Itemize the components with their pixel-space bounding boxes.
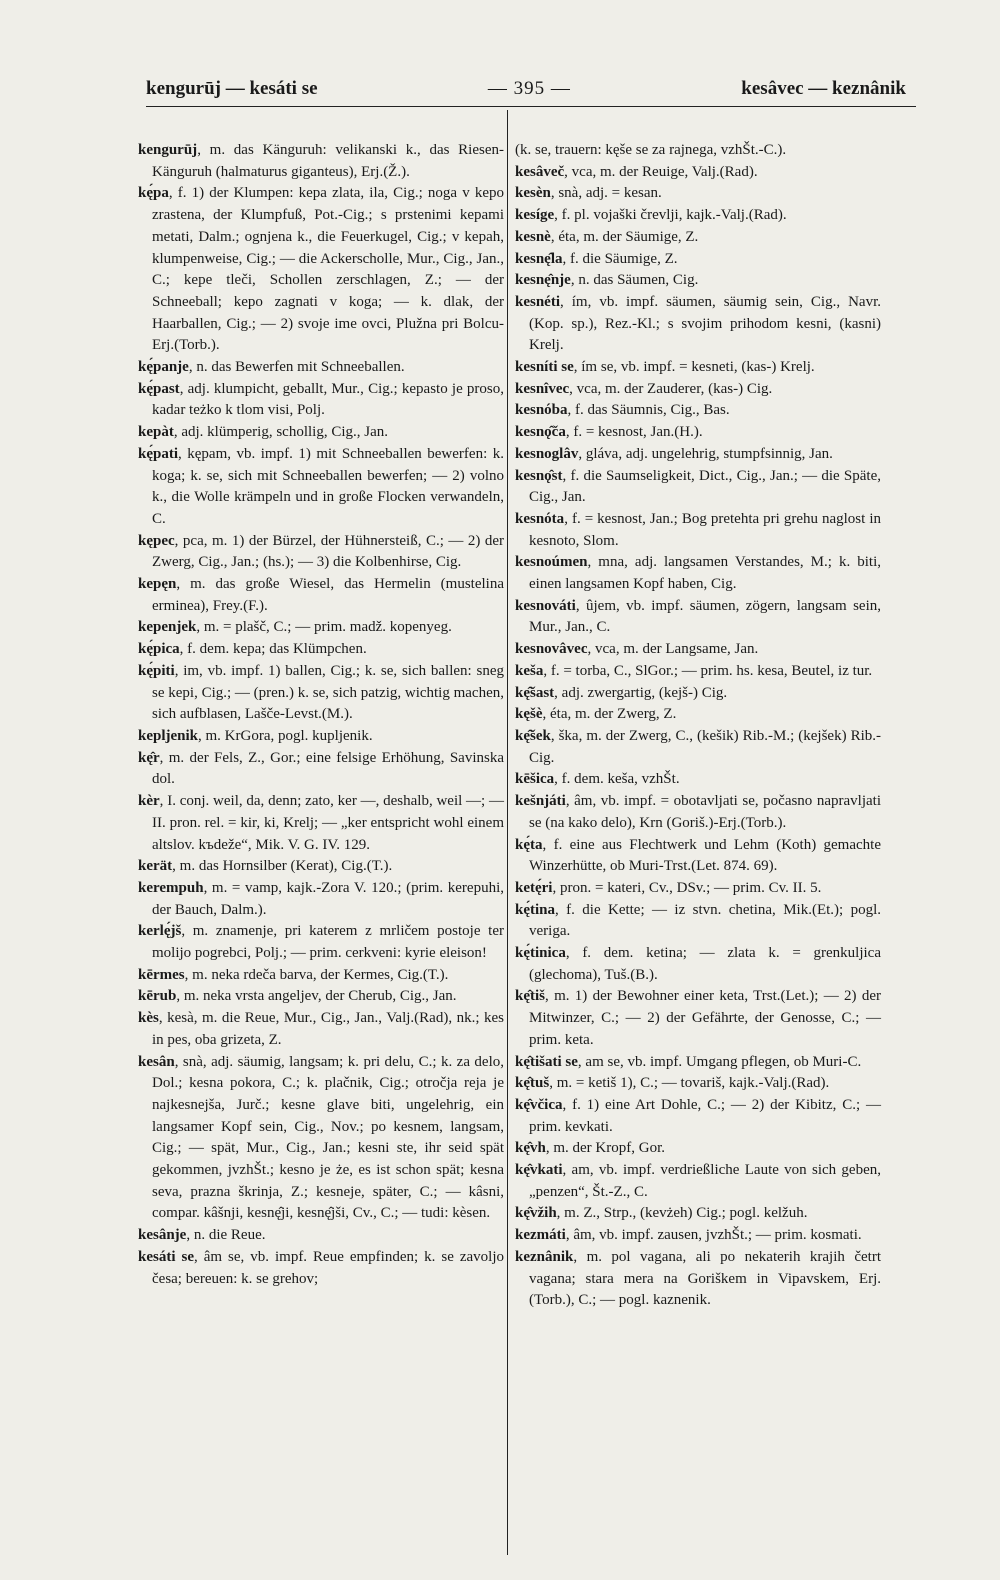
entry-definition: , f. = torba, C., SlGor.; — prim. hs. kesa, Beutel, iz tur.: [543, 662, 873, 679]
entry-headword: kęšè: [515, 706, 543, 723]
entry-definition: , m. = ketiš 1), C.; — tovariš, kajk.-Valj.(Rad).: [549, 1075, 830, 1092]
entry-definition: , mna, adj. langsamen Verstandes, M.; k. biti, einen langsamen Kopf haben, Cig.: [529, 554, 881, 593]
entry-headword: kę̂vžih: [515, 1205, 557, 1222]
dictionary-entry: [138, 379, 504, 422]
entry-definition: , âm, vb. impf. = obotavljati se, počasno napravljati se (na kako delo), Krn (Goriš.)-Erj.(Torb.).: [529, 793, 881, 831]
dictionary-entry: [138, 986, 504, 1008]
entry-headword: kerempuh: [138, 879, 204, 896]
entry-definition: , adj. klümperig, schollig, Cig., Jan.: [173, 424, 388, 441]
entry-definition: , f. das Säumnis, Cig., Bas.: [567, 402, 730, 419]
entry-headword: kesnéti: [515, 293, 560, 310]
dictionary-entry: [138, 965, 504, 987]
entry-definition: , kesà, m. die Reue, Mur., Cig., Jan., Valj.(Rad), nk.; kes in pes, oba grizeta, Z.: [152, 1010, 504, 1048]
entry-headword: kę̂šast: [515, 684, 555, 701]
entry-headword: kengurūj: [138, 142, 198, 158]
entry-definition: , am se, vb. impf. Umgang pflegen, ob Muri-C.: [577, 1053, 862, 1070]
entry-definition: , n. das Bewerfen mit Schneeballen.: [188, 359, 405, 376]
dictionary-entry: [515, 704, 881, 726]
entry-definition: , m. pol vagana, ali po nekaterih krajih četrt vagana; stara mera na Goriškem in Vipavskem, Erj.(Torb.), C.; — pogl. kaznenik.: [529, 1248, 881, 1309]
dictionary-entry: [515, 639, 881, 661]
entry-definition: , m. das Hornsilber (Kerat), Cig.(T.).: [172, 858, 393, 875]
entry-headword: kesnę̂la: [515, 250, 563, 267]
dictionary-entry: [515, 1052, 881, 1074]
dictionary-entry: [515, 769, 881, 791]
entry-definition: , f. die Säumige, Z.: [562, 250, 678, 267]
dictionary-entry: [515, 509, 881, 552]
entry-headword: kę̂vkati: [515, 1162, 563, 1179]
dictionary-entry: [515, 270, 881, 292]
dictionary-entry: [138, 140, 504, 183]
entry-headword: kę́past: [138, 380, 180, 397]
entry-headword: kę̂r: [138, 749, 160, 766]
entry-headword: kepljenik: [138, 727, 199, 744]
entry-definition: , adj. klumpicht, geballt, Mur., Cig.; kepasto je proso, kadar teżko k tlom visi, Polj.: [152, 380, 504, 419]
dictionary-entry: [515, 596, 881, 639]
entry-headword: kesân: [138, 1053, 175, 1070]
dictionary-entry: [515, 878, 881, 900]
entry-definition: , m. = vamp, kajk.-Zora V. 120.; (prim. kerepuhi, der Bauch, Dalm.).: [152, 879, 504, 918]
entry-headword: kèr: [138, 793, 160, 810]
entry-definition: , f. = kesnost, Jan.(H.).: [565, 424, 703, 441]
entry-definition: , m. der Kropf, Gor.: [545, 1140, 665, 1157]
dictionary-entry: [515, 726, 881, 769]
entry-headword: kezmáti: [515, 1227, 566, 1244]
entry-headword: kērub: [138, 988, 177, 1005]
dictionary-entry: [515, 683, 881, 705]
entry-definition: , vca, m. der Zauderer, (kas-) Cig.: [569, 380, 773, 397]
entry-definition: , pca, m. 1) der Bürzel, der Hühnersteiß, C.; — 2) der Zwerg, Cig., Jan.; (hs.); — 3) die Kolbenhirse, Cig.: [152, 532, 504, 571]
left-column: [138, 140, 504, 1290]
entry-headword: kę́ta: [515, 836, 543, 853]
entry-headword: kesíge: [515, 207, 555, 224]
entry-headword: kēšica: [515, 771, 555, 788]
dictionary-entry: [138, 574, 504, 617]
entry-definition: , éta, m. der Säumige, Z.: [550, 228, 699, 245]
entry-headword: kepàt: [138, 424, 174, 441]
entry-headword: kę́pica: [138, 641, 180, 658]
dictionary-entry: [515, 1203, 881, 1225]
entry-definition: , am, vb. impf. verdrießliche Laute von sich geben, „penzen“, Št.-Z., C.: [529, 1162, 881, 1200]
dictionary-entry: [515, 1160, 881, 1203]
dictionary-entry: [515, 444, 881, 466]
entry-definition: , f. dem. kepa; das Klümpchen.: [179, 641, 367, 658]
entry-headword: kesníti se: [515, 359, 574, 376]
entry-definition: , im, vb. impf. 1) ballen, Cig.; k. se, sich ballen: sneg se kepi, Cig.; — (pren.) k. se, sich patzig, wichtig machen, sich aufblasen, Lašče-Levst.(M.).: [152, 662, 504, 723]
entry-definition: (k. se, trauern: kęše se za rajnega, vzhŠt.-C.).: [515, 142, 787, 158]
entry-headword: kesnǫ̂ča: [515, 424, 566, 441]
entry-definition: , m. das Känguruh: velikanski k., das Riesen-Känguruh (halmaturus giganteus), Erj.(Ž.).: [152, 142, 504, 180]
entry-headword: keša: [515, 662, 544, 679]
dictionary-entry: [138, 878, 504, 921]
entry-definition: , snà, adj. = kesan.: [550, 185, 662, 202]
entry-definition: , ím, vb. impf. säumen, säumig sein, Cig., Navr.(Kop. sp.), Rez.-Kl.; s svojim prihodom kesni, (kasni) Krelj.: [529, 293, 881, 354]
entry-headword: kę̂tiš: [515, 988, 545, 1005]
entry-definition: , f. dem. keša, vzhŠt.: [554, 771, 680, 788]
entry-definition: , f. die Saumseligkeit, Dict., Cig., Jan.; — die Späte, Cig., Jan.: [529, 467, 881, 506]
entry-headword: kę́panje: [138, 359, 189, 376]
column-divider: [507, 110, 508, 1555]
dictionary-entry: [515, 1225, 881, 1247]
entry-definition: , f. 1) eine Art Dohle, C.; — 2) der Kibitz, C.; — prim. kevkati.: [529, 1096, 881, 1135]
dictionary-entry: [138, 1247, 504, 1290]
entry-headword: kesáti se: [138, 1248, 194, 1265]
entry-headword: kę́pa: [138, 185, 169, 202]
entry-definition: , ûjem, vb. impf. säumen, zögern, langsam sein, Mur., Jan., C.: [529, 597, 881, 636]
dictionary-entry: [515, 943, 881, 986]
entry-headword: ketę́ri: [515, 879, 553, 896]
dictionary-entry: [515, 1247, 881, 1312]
entry-headword: kērmes: [138, 966, 185, 983]
dictionary-entry: [138, 856, 504, 878]
entry-headword: kesnóta: [515, 510, 565, 527]
header-left-guide: kengurūj — kesáti se: [146, 78, 318, 99]
entry-headword: kę̂tuš: [515, 1075, 550, 1092]
entry-headword: kesnǫ̂st: [515, 467, 563, 484]
entry-headword: kę̂šek: [515, 727, 551, 744]
entry-headword: kę́tina: [515, 901, 556, 918]
dictionary-entry: [515, 292, 881, 357]
dictionary-entry: [515, 422, 881, 444]
entry-definition: , ím se, vb. impf. = kesneti, (kas-) Krelj.: [573, 359, 815, 376]
entry-definition: , f. eine aus Flechtwerk und Lehm (Koth) gemachte Winzerhütte, ob Muri-Trst.(Let. 874. 69).: [529, 836, 881, 875]
dictionary-entry: [138, 357, 504, 379]
entry-headword: kę́pati: [138, 445, 179, 462]
entry-definition: , m. der Fels, Z., Gor.; eine felsige Erhöhung, Savinska dol.: [152, 749, 504, 788]
dictionary-entry: [515, 205, 881, 227]
dictionary-entry: [138, 1225, 504, 1247]
dictionary-entry: [515, 379, 881, 401]
entry-definition: , m. Z., Strp., (kevżeh) Cig.; pogl. kelžuh.: [556, 1205, 808, 1222]
entry-definition: , kępam, vb. impf. 1) mit Schneeballen bewerfen: k. koga; k. se, sich mit Schneeballen bewerfen; — 2) volno k., die Wolle krämpeln und in große Flocken verwandeln, C.: [152, 445, 504, 527]
entry-definition: , âm, vb. impf. zausen, jvzhŠt.; — prim. kosmati.: [565, 1227, 862, 1244]
dictionary-entry: [515, 249, 881, 271]
dictionary-entry: [515, 1073, 881, 1095]
entry-definition: , m. das große Wiesel, das Hermelin (mustelina erminea), Frey.(F.).: [152, 576, 504, 614]
entry-headword: kę̂tišati se: [515, 1053, 578, 1070]
entry-headword: kepenjek: [138, 619, 197, 636]
entry-headword: kerlę́jš: [138, 923, 182, 940]
dictionary-entry: [138, 726, 504, 748]
dictionary-entry: [138, 921, 504, 964]
entry-headword: kesnoglâv: [515, 445, 579, 462]
entry-definition: , n. die Reue.: [186, 1227, 266, 1244]
dictionary-entry: [515, 661, 881, 683]
dictionary-entry: [138, 748, 504, 791]
entry-definition: , m. KrGora, pogl. kupljenik.: [198, 727, 373, 744]
dictionary-entry: [515, 400, 881, 422]
dictionary-entry: [515, 791, 881, 834]
entry-headword: kę̂včica: [515, 1096, 563, 1113]
dictionary-entry: [138, 1008, 504, 1051]
dictionary-entry: [138, 183, 504, 357]
entry-headword: kès: [138, 1010, 159, 1027]
dictionary-entry: [515, 162, 881, 184]
dictionary-entry: [138, 422, 504, 444]
entry-definition: , f. 1) der Klumpen: kepa zlata, ila, Cig.; noga v kepo zrastena, der Klumpfuß, Pot.-Cig.; s prstenimi kepami metati, Dalm.; ognjena k., die Feuerkugel, Cig.; v kepah, klumpenweise, Cig.; — die Ackerscholle, Mur., Cig., Jan., C.; kepe tleči, Schollen zerschlagen, Z.; — der Schneeball; kepo zagnati v koga; — k. dlak, der Haarballen, Cig.; — 2) svoje ime ovci, Plužna pri Bolcu-Erj.(Torb.).: [152, 185, 504, 354]
entry-definition: , ška, m. der Zwerg, C., (kešik) Rib.-M.; (kejšek) Rib.-Cig.: [529, 727, 881, 766]
dictionary-entry: [515, 835, 881, 878]
entry-definition: , I. conj. weil, da, denn; zato, ker —, deshalb, weil —; — II. pron. rel. = kir, ki, Krelj; — „ker entspricht wohl einem altslov. kъdeže“, Mik. V. G. IV. 129.: [152, 793, 504, 853]
entry-definition: , m. neka rdeča barva, der Kermes, Cig.(T.).: [184, 966, 449, 983]
entry-definition: , pron. = kateri, Cv., DSv.; — prim. Cv. II. 5.: [552, 879, 822, 896]
dictionary-entry: [515, 1138, 881, 1160]
entry-definition: , éta, m. der Zwerg, Z.: [542, 706, 677, 723]
dictionary-entry: [138, 661, 504, 726]
running-header: [146, 72, 906, 106]
dictionary-entry: [515, 183, 881, 205]
dictionary-entry: [138, 1052, 504, 1226]
dictionary-entry: [138, 639, 504, 661]
dictionary-entry: [138, 444, 504, 531]
dictionary-entry: [515, 227, 881, 249]
entry-definition: , snà, adj. säumig, langsam; k. pri delu, C.; k. za delo, Dol.; kesna pokora, C.; k. plačnik, Cig.; otročja reja je najkesnejša, Jurč.; kesne glave biti, ungelehrig, ein langsamer Kopf sein, Cig., Nov.; po kesnem, langsam, Cig.; — spät, Mur., Cig., Jan.; kesni ste, ihr seid spät gekommen, jvzhŠt.; kesno je że, es ist schon spät; kesna seva, prazna škrinja, Z.; kesneje, später, C.; — kâsni, compar. kâšnji, kesnę̂ji, kesnę̂jši, Cv., C.; — tudi: kèsen.: [152, 1053, 504, 1222]
dictionary-entry: [515, 986, 881, 1051]
right-column: [515, 140, 881, 1312]
header-right-guide: kesâvec — keznânik: [741, 78, 906, 99]
entry-headword: kesnè: [515, 228, 551, 245]
entry-definition: , n. das Säumen, Cig.: [570, 272, 699, 289]
dictionary-entry: [138, 617, 504, 639]
entry-definition: , f. = kesnost, Jan.; Bog pretehta pri grehu naglost in kesnoto, Slom.: [529, 510, 881, 549]
header-rule: [146, 106, 916, 107]
entry-headword: kesèn: [515, 185, 551, 202]
entry-headword: kesnóba: [515, 402, 568, 419]
entry-headword: kę́piti: [138, 662, 175, 679]
entry-definition: , m. neka vrsta angeljev, der Cherub, Cig., Jan.: [176, 988, 457, 1005]
dictionary-entry: [515, 140, 881, 162]
entry-headword: kesnovâvec: [515, 641, 588, 658]
entry-headword: kesnoúmen: [515, 554, 588, 571]
entry-definition: , f. pl. vojaški črevlji, kajk.-Valj.(Rad).: [554, 207, 787, 224]
entry-definition: , âm se, vb. impf. Reue empfinden; k. se zavoljo česa; bereuen: k. se grehov;: [152, 1248, 504, 1287]
entry-definition: , vca, m. der Reuige, Valj.(Rad).: [564, 163, 758, 180]
entry-definition: , m. 1) der Bewohner einer keta, Trst.(Let.); — 2) der Mitwinzer, C.; — 2) der Gefährte, der Genosse, C.; — prim. keta.: [529, 988, 881, 1048]
entry-headword: kesnę̂nje: [515, 272, 571, 289]
entry-headword: kępec: [138, 532, 175, 549]
dictionary-entry: [515, 900, 881, 943]
entry-definition: , gláva, adj. ungelehrig, stumpfsinnig, Jan.: [578, 445, 833, 462]
entry-headword: kesnîvec: [515, 380, 570, 397]
entry-headword: kesânje: [138, 1227, 187, 1244]
dictionary-entry: [515, 466, 881, 509]
entry-headword: kę̂vh: [515, 1140, 546, 1157]
entry-definition: , f. die Kette; — iz stvn. chetina, Mik.(Et.); pogl. veriga.: [529, 901, 881, 940]
dictionary-entry: [515, 1095, 881, 1138]
entry-definition: , m. znamenje, pri katerem z mrličem postoje ter molijo pogrebci, Polj.; — prim. cerkveni: kyrie eleison!: [152, 923, 504, 962]
dictionary-entry: [515, 357, 881, 379]
entry-headword: kešnjáti: [515, 793, 566, 810]
entry-headword: kę́tinica: [515, 945, 566, 962]
entry-definition: , vca, m. der Langsame, Jan.: [587, 641, 759, 658]
entry-headword: kerät: [138, 858, 173, 875]
entry-headword: keznânik: [515, 1248, 574, 1265]
dictionary-entry: [515, 552, 881, 595]
dictionary-entry: [138, 531, 504, 574]
entry-definition: , adj. zwergartig, (kejš-) Cig.: [554, 684, 728, 701]
page-number: — 395 —: [487, 78, 571, 99]
entry-definition: , f. dem. ketina; — zlata k. = grenkuljica (glechoma), Tuš.(B.).: [529, 945, 881, 983]
entry-definition: , m. = plašč, C.; — prim. madž. kopenyeg.: [196, 619, 452, 636]
entry-headword: kesâveč: [515, 163, 565, 180]
entry-headword: kesnováti: [515, 597, 576, 614]
entry-headword: kepęn: [138, 576, 177, 593]
dictionary-entry: [138, 791, 504, 856]
